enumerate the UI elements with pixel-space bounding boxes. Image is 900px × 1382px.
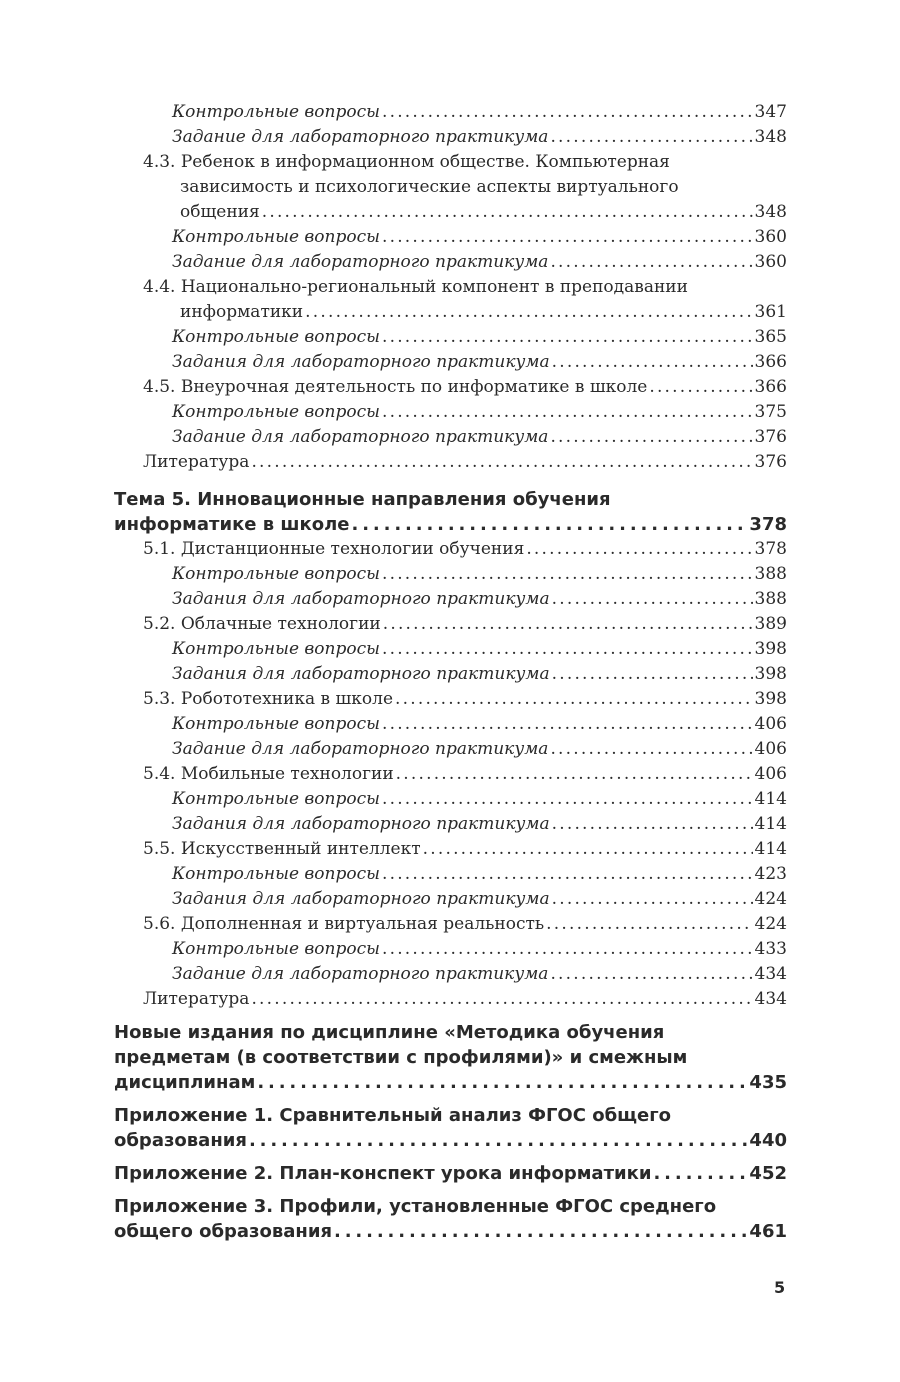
- toc-page-number: 376: [754, 427, 787, 447]
- toc-entry-title: 5.5. Искусственный интеллект: [143, 839, 421, 859]
- toc-page-number: 365: [754, 327, 787, 347]
- toc-entry-5-1: [114, 537, 787, 562]
- dot-leader: [382, 937, 753, 962]
- toc-page-number: 360: [754, 227, 787, 247]
- toc-entry-5-3-lab: [114, 737, 787, 762]
- dot-leader: [382, 562, 753, 587]
- toc-entry-5-1-lab: [114, 587, 787, 612]
- toc-entry-title: Контрольные вопросы: [172, 714, 380, 734]
- dot-leader: [382, 787, 753, 812]
- toc-page-number: 389: [754, 614, 787, 634]
- toc-page-number: 398: [754, 664, 787, 684]
- dot-leader: [382, 712, 753, 737]
- toc-entry-4-5-lab: [114, 425, 787, 450]
- toc-entry-5-1-questions: [114, 562, 787, 587]
- toc-page-number: 366: [754, 352, 787, 372]
- toc-appendix-2: [114, 1161, 787, 1186]
- toc-entry-5-5-questions: [114, 862, 787, 887]
- toc-page-number: 440: [749, 1130, 787, 1151]
- toc-page-number: 423: [754, 864, 787, 884]
- toc-page-number: 378: [754, 539, 787, 559]
- toc-page-number: 375: [754, 402, 787, 422]
- toc-entry-4-5-questions: [114, 400, 787, 425]
- toc-appendix-3-line2: [114, 1219, 787, 1244]
- toc-entry-title: Контрольные вопросы: [172, 939, 380, 959]
- toc-page-number: 461: [749, 1221, 787, 1242]
- toc-appendix-1-line1: [114, 1103, 787, 1128]
- toc-entry-title: 5.3. Робототехника в школе: [143, 689, 394, 709]
- toc-entry-5-2-questions: [114, 637, 787, 662]
- dot-leader: [552, 662, 753, 687]
- toc-page-number: 406: [754, 714, 787, 734]
- toc-entry-title: 4.3. Ребенок в информационном обществе. Компьютерная: [143, 152, 670, 172]
- page-number: 5: [774, 1278, 786, 1297]
- dot-leader: [352, 512, 748, 537]
- toc-entry-title: информатики: [180, 302, 304, 322]
- dot-leader: [382, 862, 753, 887]
- toc-new-editions-line1: [114, 1020, 787, 1045]
- toc-appendix-1-line2: [114, 1128, 787, 1153]
- table-of-contents: [114, 100, 787, 1244]
- toc-entry-5-5-lab: [114, 887, 787, 912]
- dot-leader: [423, 837, 753, 862]
- toc-page-number: 424: [754, 889, 787, 909]
- toc-entry-title: 4.4. Национально-региональный компонент в преподавании: [143, 277, 688, 297]
- dot-leader: [552, 887, 753, 912]
- toc-entry-5-2: [114, 612, 787, 637]
- toc-entry-title: Приложение 2. План-конспект урока информатики: [114, 1163, 652, 1184]
- toc-entry-title: Задание для лабораторного практикума: [172, 127, 549, 147]
- toc-entry-title: 5.1. Дистанционные технологии обучения: [143, 539, 525, 559]
- toc-page-number: 398: [754, 639, 787, 659]
- dot-leader: [552, 350, 753, 375]
- toc-entry-title: информатике в школе: [114, 514, 350, 535]
- dot-leader: [546, 912, 752, 937]
- dot-leader: [382, 637, 753, 662]
- toc-page-number: 348: [754, 127, 787, 147]
- dot-leader: [249, 1128, 747, 1153]
- toc-entry-5-4-lab: [114, 812, 787, 837]
- toc-entry-5-3-questions: [114, 712, 787, 737]
- toc-page-number: 361: [754, 302, 787, 322]
- toc-entry-4-3-line3: [114, 200, 787, 225]
- toc-topic-5-line1: [114, 487, 787, 512]
- toc-page-number: 414: [754, 789, 787, 809]
- dot-leader: [649, 375, 752, 400]
- toc-entry-title: Контрольные вопросы: [172, 639, 380, 659]
- toc-entry-title: Контрольные вопросы: [172, 327, 380, 347]
- toc-entry-title: Задания для лабораторного практикума: [172, 814, 550, 834]
- toc-entry-title: Контрольные вопросы: [172, 402, 380, 422]
- toc-entry-4-3-line1: [114, 150, 787, 175]
- toc-entry-title: зависимость и психологические аспекты виртуального: [180, 177, 679, 197]
- toc-page-number: 433: [754, 939, 787, 959]
- toc-entry-title: дисциплинам: [114, 1072, 256, 1093]
- dot-leader: [550, 125, 752, 150]
- toc-entry-title: Приложение 3. Профили, установленные ФГОС среднего: [114, 1196, 717, 1217]
- toc-entry-5-3: [114, 687, 787, 712]
- dot-leader: [251, 450, 752, 475]
- toc-entry-5-6: [114, 912, 787, 937]
- toc-entry-title: Тема 5. Инновационные направления обучения: [114, 489, 611, 510]
- toc-entry-title: 5.4. Мобильные технологии: [143, 764, 394, 784]
- toc-page-number: 388: [754, 589, 787, 609]
- toc-entry-title: общего образования: [114, 1221, 333, 1242]
- toc-page-number: 360: [754, 252, 787, 272]
- toc-page-number: 398: [754, 689, 787, 709]
- toc-entry-title: Литература: [143, 452, 250, 472]
- toc-entry-title: Литература: [143, 989, 250, 1009]
- toc-entry-4-5: [114, 375, 787, 400]
- toc-page-number: 434: [754, 989, 787, 1009]
- dot-leader: [382, 400, 753, 425]
- toc-entry-title: 5.2. Облачные технологии: [143, 614, 381, 634]
- dot-leader: [382, 100, 753, 125]
- toc-entry-title: Задания для лабораторного практикума: [172, 889, 550, 909]
- toc-page-number: 348: [754, 202, 787, 222]
- toc-entry-title: 5.6. Дополненная и виртуальная реальность: [143, 914, 545, 934]
- toc-entry-4-4-questions: [114, 325, 787, 350]
- toc-entry-title: Контрольные вопросы: [172, 864, 380, 884]
- toc-entry-title: Контрольные вопросы: [172, 102, 380, 122]
- dot-leader: [550, 250, 752, 275]
- dot-leader: [382, 325, 753, 350]
- toc-entry-title: Задание для лабораторного практикума: [172, 252, 549, 272]
- toc-entry-4-4-line2: [114, 300, 787, 325]
- dot-leader: [552, 812, 753, 837]
- toc-entry-4-2-questions: [114, 100, 787, 125]
- toc-page-number: 366: [754, 377, 787, 397]
- dot-leader: [262, 200, 753, 225]
- toc-page-number: 452: [749, 1163, 787, 1184]
- toc-entry-4-3-lab: [114, 250, 787, 275]
- toc-entry-title: Задания для лабораторного практикума: [172, 664, 550, 684]
- toc-entry-5-6-questions: [114, 937, 787, 962]
- toc-entry-4-4-line1: [114, 275, 787, 300]
- dot-leader: [383, 612, 753, 637]
- dot-leader: [550, 962, 752, 987]
- toc-entry-4-3-line2: [114, 175, 787, 200]
- toc-entry-title: Новые издания по дисциплине «Методика обучения: [114, 1022, 665, 1043]
- dot-leader: [526, 537, 752, 562]
- dot-leader: [334, 1219, 747, 1244]
- toc-page-number: 434: [754, 964, 787, 984]
- toc-entry-title: Контрольные вопросы: [172, 789, 380, 809]
- toc-entry-4-3-questions: [114, 225, 787, 250]
- toc-entry-5-6-lab: [114, 962, 787, 987]
- toc-page-number: 424: [754, 914, 787, 934]
- dot-leader: [395, 687, 753, 712]
- toc-page-number: 406: [754, 739, 787, 759]
- toc-entry-title: Задания для лабораторного практикума: [172, 589, 550, 609]
- dot-leader: [257, 1070, 747, 1095]
- toc-topic-5-line2: [114, 512, 787, 537]
- dot-leader: [396, 762, 753, 787]
- toc-page-number: 388: [754, 564, 787, 584]
- toc-entry-4-2-lab: [114, 125, 787, 150]
- toc-entry-title: Задание для лабораторного практикума: [172, 427, 549, 447]
- toc-entry-5-4: [114, 762, 787, 787]
- dot-leader: [550, 737, 752, 762]
- toc-page-number: 378: [749, 514, 787, 535]
- toc-entry-title: Контрольные вопросы: [172, 564, 380, 584]
- toc-entry-title: Приложение 1. Сравнительный анализ ФГОС общего: [114, 1105, 672, 1126]
- dot-leader: [305, 300, 752, 325]
- toc-page-number: 347: [754, 102, 787, 122]
- toc-appendix-3-line1: [114, 1194, 787, 1219]
- toc-entry-title: образования: [114, 1130, 247, 1151]
- toc-entry-5-5: [114, 837, 787, 862]
- toc-page-number: 414: [754, 814, 787, 834]
- toc-entry-title: Задание для лабораторного практикума: [172, 964, 549, 984]
- toc-entry-4-4-lab: [114, 350, 787, 375]
- toc-page-number: 414: [754, 839, 787, 859]
- dot-leader: [251, 987, 752, 1012]
- toc-new-editions-line2: [114, 1045, 787, 1070]
- dot-leader: [653, 1161, 747, 1186]
- toc-page-number: 435: [749, 1072, 787, 1093]
- toc-entry-literature-5: [114, 987, 787, 1012]
- toc-page-number: 376: [754, 452, 787, 472]
- dot-leader: [550, 425, 752, 450]
- toc-entry-title: общения: [180, 202, 260, 222]
- toc-entry-literature-4: [114, 450, 787, 475]
- toc-entry-title: Контрольные вопросы: [172, 227, 380, 247]
- toc-entry-5-2-lab: [114, 662, 787, 687]
- toc-entry-5-4-questions: [114, 787, 787, 812]
- dot-leader: [382, 225, 753, 250]
- toc-page-number: 406: [754, 764, 787, 784]
- toc-entry-title: предметам (в соответствии с профилями)» и смежным: [114, 1047, 688, 1068]
- toc-entry-title: 4.5. Внеурочная деятельность по информатике в школе: [143, 377, 648, 397]
- dot-leader: [552, 587, 753, 612]
- toc-entry-title: Задание для лабораторного практикума: [172, 739, 549, 759]
- toc-entry-title: Задания для лабораторного практикума: [172, 352, 550, 372]
- toc-new-editions-line3: [114, 1070, 787, 1095]
